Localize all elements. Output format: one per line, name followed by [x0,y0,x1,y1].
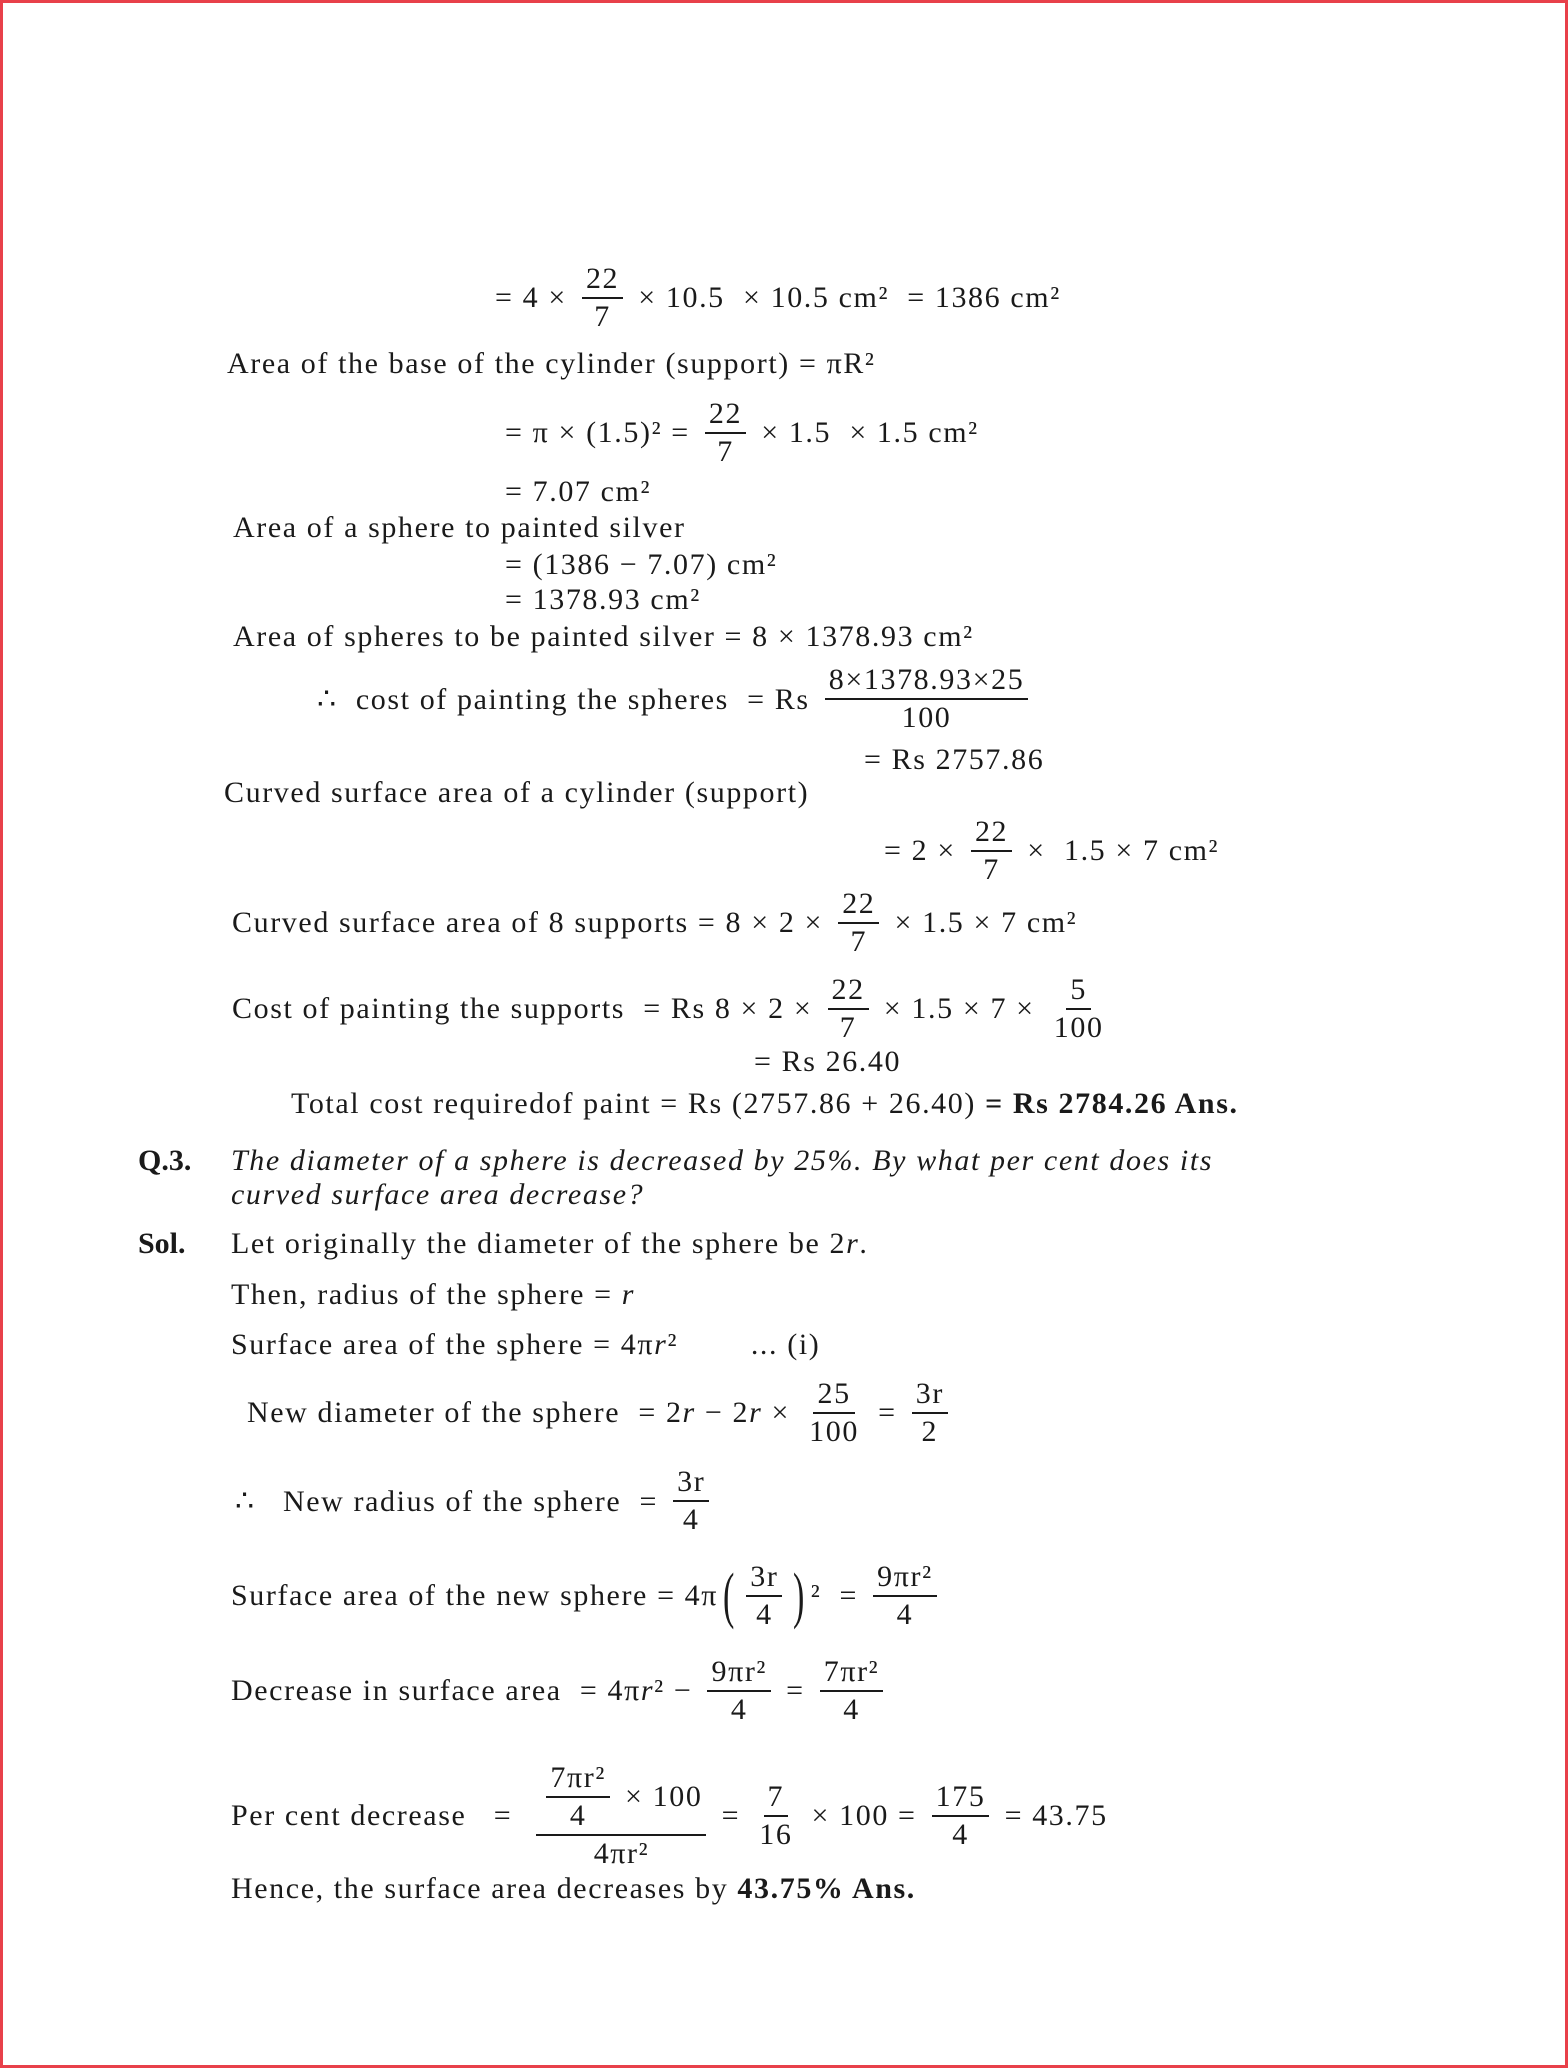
fraction [746,1560,782,1632]
bold-answer: 43.75% Ans. [737,1872,916,1905]
solution-line [505,548,777,582]
text-segment: × 1.5 × 7 cm² [885,906,1078,939]
solution-line [232,887,1077,959]
solution-line [232,973,1114,1045]
solution-line [227,347,876,381]
denominator: 4 [682,1503,700,1536]
numerator: 3r [746,1560,782,1597]
denominator: 4πr² [593,1837,650,1870]
bold-answer: = Rs 2784.26 Ans. [985,1087,1239,1120]
denominator: 100 [809,1415,859,1448]
text-segment: × [762,1396,800,1429]
solution-line [231,1560,943,1632]
numerator [536,1761,706,1836]
text-segment: Area of a sphere to painted silver [233,511,686,544]
text-segment: − 2 [695,1396,750,1429]
fraction [582,262,623,334]
numerator: 22 [838,887,879,924]
fraction [912,1377,948,1449]
numerator: 3r [912,1377,948,1414]
fraction [971,815,1012,887]
solution-line [231,1761,1108,1871]
text-segment: × 1.5 × 1.5 cm² [752,416,979,449]
text-segment: Let originally the diameter of the sphere be 2 [231,1227,847,1260]
numerator: 7 [764,1780,789,1817]
text-segment: = Rs 2757.86 [864,743,1045,776]
denominator: 100 [1053,1011,1104,1044]
fraction [805,1377,863,1449]
question-text-line-1: The diameter of a sphere is decreased by 25%. By what per cent does its [231,1144,1214,1177]
numerator: 5 [1066,973,1091,1010]
text-segment: Area of the base of the cylinder (support) = πR² [227,347,876,380]
numerator: 22 [705,397,746,434]
numerator: 7πr² [820,1655,884,1692]
solution-line [291,1087,1239,1121]
numerator: 3r [673,1465,709,1502]
solution-line [247,1377,954,1449]
text-segment: = 1378.93 cm² [505,583,701,616]
text-segment: × 100 = [802,1799,926,1832]
text-segment: Decrease in surface area = 4π [231,1674,641,1707]
solution-line [235,1465,715,1537]
italic-variable: r [749,1396,763,1429]
text-segment: = 4 × [495,281,576,314]
text-segment: = [777,1674,814,1707]
parenthesized-fraction [718,1560,811,1632]
solution-line [884,815,1219,887]
text-segment: ∴ cost of painting the spheres = Rs [317,682,819,716]
solution-line [231,1872,916,1906]
text-segment: New diameter of the sphere = 2 [247,1396,683,1429]
solution-line [754,1045,901,1079]
solution-line [231,1655,889,1727]
text-segment: × 100 [615,1780,703,1813]
text-segment: Surface area of the sphere = 4π [231,1328,655,1361]
solution-line [233,620,974,654]
denominator: 7 [850,925,868,958]
text-segment: Hence, the surface area decreases by [231,1872,738,1905]
text-segment: × 1.5 × 7 × [874,992,1044,1025]
fraction [932,1780,990,1852]
numerator: 22 [828,973,869,1010]
text-segment: Curved surface area of a cylinder (support) [224,776,810,809]
text-segment: Cost of painting the supports = Rs 8 × 2 × [232,992,822,1025]
text-segment: = 43.75 [995,1799,1108,1832]
fraction [705,397,746,469]
text-segment: ² = [810,1579,868,1612]
italic-variable: r [621,1278,635,1311]
solution-line [505,475,651,509]
text-segment: ² − [654,1674,702,1707]
denominator: 7 [594,300,611,333]
text-segment: Curved surface area of 8 supports = 8 × 2 × [232,906,833,939]
solution-line [505,583,701,617]
solution-line [231,1227,868,1261]
fraction [707,1655,771,1727]
text-segment: ∴ New radius of the sphere = [235,1484,668,1518]
solution-line [233,511,686,545]
question-text-line-2: curved surface area decrease? [231,1178,645,1211]
fraction [546,1761,610,1833]
fraction [1050,973,1108,1045]
denominator: 4 [569,1799,587,1832]
text-segment: . [859,1227,869,1260]
text-segment: × 10.5 × 10.5 cm² = 1386 cm² [629,281,1061,314]
text-segment: = [712,1799,750,1832]
italic-variable: r [682,1396,696,1429]
question-label: Q.3. [138,1144,192,1177]
solution-line [231,1278,635,1312]
numerator: 9πr² [707,1655,771,1692]
denominator: 7 [983,853,1000,886]
text-segment: = [868,1396,906,1429]
solution-line [505,397,979,469]
numerator: 22 [971,815,1012,852]
numerator: 8×1378.93×25 [825,663,1029,700]
denominator: 7 [839,1011,857,1044]
fraction [828,973,869,1045]
fraction [820,1655,884,1727]
denominator: 7 [717,435,734,468]
text-segment: Then, radius of the sphere = [231,1278,622,1311]
fraction [536,1761,706,1871]
denominator: 4 [843,1693,860,1726]
denominator: 2 [921,1415,939,1448]
fraction [825,663,1029,735]
numerator: 7πr² [546,1761,610,1798]
solution-label: Sol. [138,1227,186,1260]
solution-line [231,1328,820,1362]
text-segment: ² ... (i) [667,1328,821,1361]
text-segment: = (1386 − 7.07) cm² [505,548,778,581]
denominator: 4 [730,1693,748,1726]
denominator: 16 [759,1818,793,1851]
italic-variable: r [640,1674,655,1707]
denominator: 100 [901,701,952,734]
italic-variable: r [846,1227,860,1260]
fraction [673,1465,709,1537]
text-segment: Per cent decrease = [231,1799,531,1832]
text-segment: = Rs 26.40 [754,1045,902,1078]
numerator: 25 [813,1377,854,1414]
numerator: 175 [932,1780,990,1817]
numerator: 9πr² [873,1560,937,1597]
fraction [873,1560,937,1632]
text-segment: × 1.5 × 7 cm² [1018,834,1220,867]
text-segment: Area of spheres to be painted silver = 8 × 1378.93 cm² [233,620,974,653]
text-segment: Total cost requiredof paint = Rs (2757.86 + 26.40) [291,1087,986,1120]
italic-variable: r [654,1328,668,1361]
denominator: 4 [896,1598,914,1631]
text-segment: = 7.07 cm² [505,475,652,508]
text-segment: = 2 × [884,834,965,867]
solution-line [495,262,1061,334]
denominator: 4 [952,1818,969,1851]
solution-line [224,776,809,810]
right-paren: ) [793,1562,806,1630]
fraction [838,887,879,959]
denominator: 4 [756,1598,773,1631]
text-segment: = π × (1.5)² = [505,416,699,449]
fraction [755,1780,796,1852]
left-paren: ( [723,1562,736,1630]
text-segment: Surface area of the new sphere = 4π [231,1579,719,1612]
numerator: 22 [582,262,623,299]
solution-line [317,663,1034,735]
solution-line [864,743,1044,777]
